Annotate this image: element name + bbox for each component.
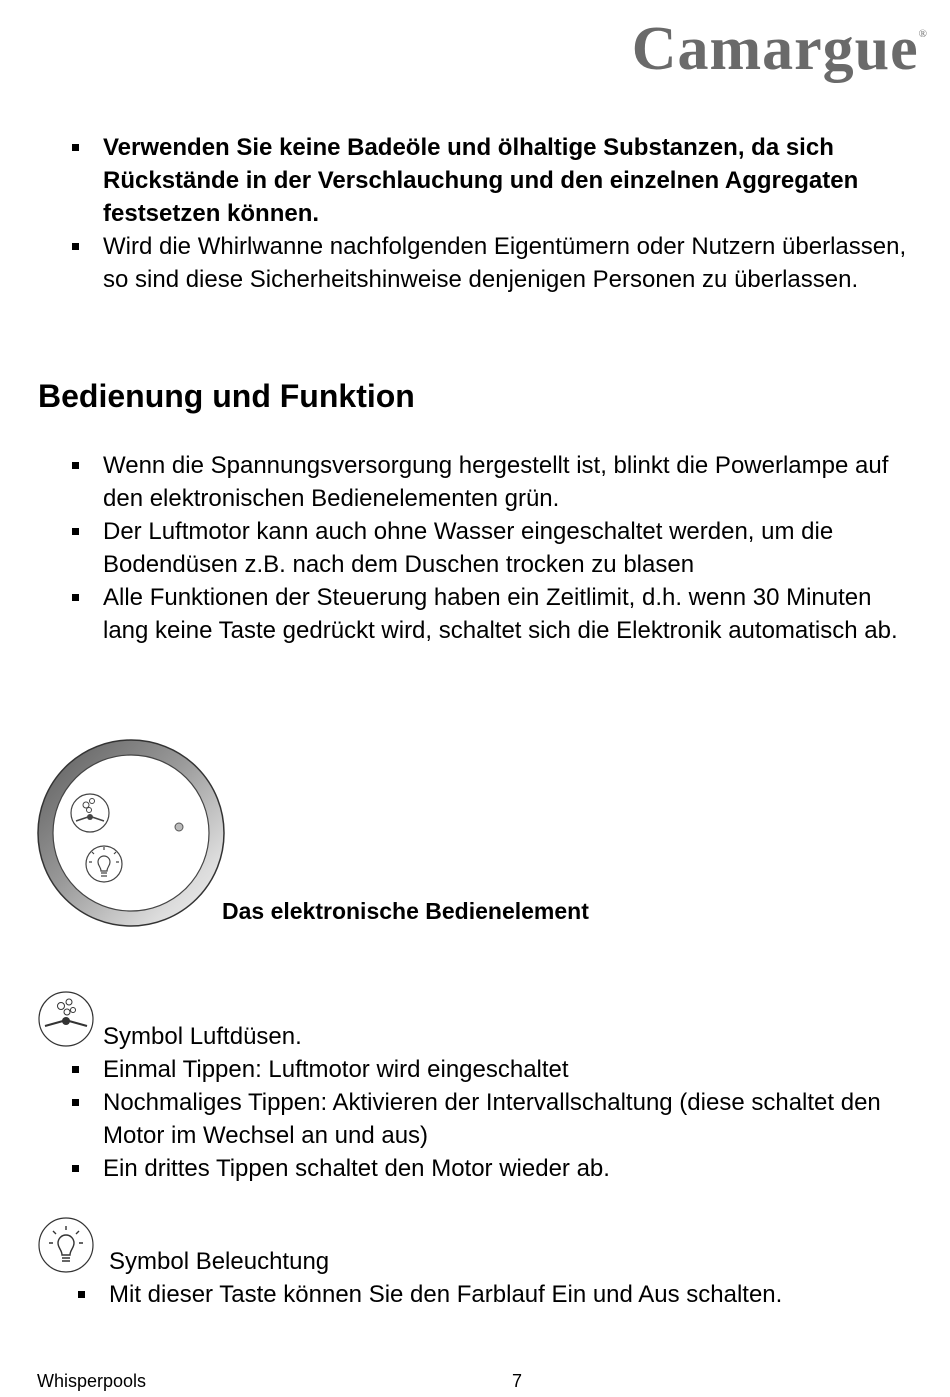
light-bulb-icon [37, 1216, 95, 1274]
brand-name: Camargue [631, 15, 919, 83]
list-item: Wenn die Spannungsversorgung hergestellt ist, blinkt die Powerlampe auf den elektronischen Bedienelementen grün. [70, 449, 920, 515]
list-item: Der Luftmotor kann auch ohne Wasser eingeschaltet werden, um die Bodendüsen z.B. nach dem Duschen trocken zu blasen [70, 515, 920, 581]
footer-brand: Whisperpools [37, 1371, 147, 1391]
page-number: 7 [512, 1371, 523, 1391]
brand-logo [632, 14, 928, 85]
registered-mark: ® [918, 28, 928, 40]
light-symbol [37, 1216, 95, 1279]
air-bullet-list [70, 1053, 920, 1185]
list-item: Mit dieser Taste können Sie den Farblauf Ein und Aus schalten. [76, 1278, 926, 1311]
air-jets-icon [37, 990, 95, 1048]
list-item: Wird die Whirlwanne nachfolgenden Eigentümern oder Nutzern überlassen, so sind diese Sicherheitshinweise denjenigen Personen zu überlassen. [70, 230, 920, 296]
light-bulb-icon [86, 846, 122, 882]
list-item: Verwenden Sie keine Badeöle und ölhaltige Substanzen, da sich Rückstände in der Verschlauchung und den einzelnen Aggregaten festsetzen können. [70, 131, 920, 230]
function-bullet-list [70, 449, 920, 647]
control-panel-caption: Das elektronische Bedienelement [222, 898, 589, 924]
section-heading: Bedienung und Funktion [38, 378, 415, 414]
control-panel-illustration [36, 738, 226, 933]
light-bullet-list [76, 1278, 926, 1311]
safety-bullet-list [70, 131, 920, 296]
list-item: Nochmaliges Tippen: Aktivieren der Intervallschaltung (diese schaltet den Motor im Wechsel an und aus) [70, 1086, 920, 1152]
power-lamp-icon [175, 823, 183, 831]
light-symbol-label: Symbol Beleuchtung [109, 1248, 330, 1275]
air-jets-symbol [37, 990, 95, 1053]
list-item: Einmal Tippen: Luftmotor wird eingeschaltet [70, 1053, 920, 1086]
air-jets-icon [71, 794, 109, 832]
list-item: Ein drittes Tippen schaltet den Motor wieder ab. [70, 1152, 920, 1185]
list-item: Alle Funktionen der Steuerung haben ein Zeitlimit, d.h. wenn 30 Minuten lang keine Taste gedrückt wird, schaltet sich die Elektronik automatisch ab. [70, 581, 920, 647]
air-symbol-label: Symbol Luftdüsen. [103, 1023, 302, 1050]
